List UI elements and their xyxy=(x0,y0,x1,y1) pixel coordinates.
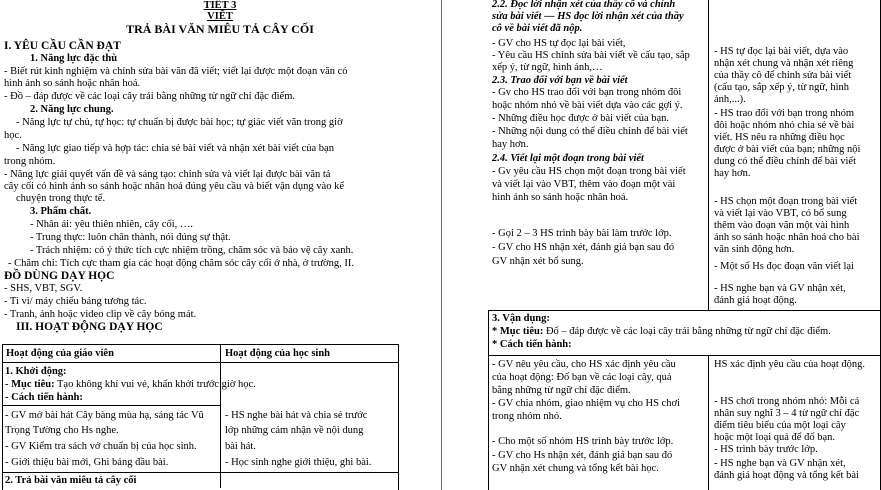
student-step: ảnh,...). xyxy=(714,94,746,105)
subsection-heading: 1. Năng lực đặc thù xyxy=(30,53,118,64)
table-divider xyxy=(488,355,881,356)
teacher-step: Trọng Tường cho Hs nghe. xyxy=(5,425,119,436)
text-line: - Ti vi/ máy chiếu bảng tương tác. xyxy=(4,296,147,307)
teacher-step: - Gọi 2 – 3 HS trình bày bài làm trước lớp. xyxy=(492,228,672,239)
teacher-step: GV nhận xét bổ sung. xyxy=(492,256,584,267)
student-step: ảnh so sánh hoặc nhân hoá cho bài xyxy=(714,232,860,243)
text-line: cây cối có hình ảnh so sánh hoặc nhân hoá đúng yêu cầu và biết vận dụng vào kể xyxy=(4,181,344,192)
student-step: - HS nghe bạn và GV nhận xét, xyxy=(714,283,846,294)
student-step: hay hơn. xyxy=(714,168,751,179)
activity-heading: 1. Khởi động: xyxy=(5,366,67,377)
table-header-teacher: Hoạt động của giáo viên xyxy=(6,348,114,359)
student-step: nhận xét chung và nhận xét riêng xyxy=(714,58,854,69)
subsection-heading: 2. Năng lực chung. xyxy=(30,104,114,115)
teacher-step: - GV nêu yêu cầu, cho HS xác định yêu cầu xyxy=(492,359,676,370)
student-step: viết. HS nêu ra những điều học xyxy=(714,132,845,143)
student-step: được ở bài viết của bạn; những nội xyxy=(714,144,861,155)
teacher-step: hoặc nhóm nhỏ về bài viết dựa vào các gợi ý. xyxy=(492,100,683,111)
objective-label: - Mục tiêu: xyxy=(5,379,55,390)
subsection-heading: 2.3. Trao đổi với bạn về bài viết xyxy=(492,75,628,86)
objective-text: Đố – đáp được về các loại cây trái bằng những từ ngữ chỉ đặc điểm. xyxy=(543,326,831,337)
table-divider xyxy=(708,355,709,490)
procedure-heading: * Cách tiến hành: xyxy=(492,339,572,350)
activity-heading: 2. Trả bài văn miêu tả cây cối xyxy=(5,475,137,486)
teacher-step: bằng những từ ngữ chỉ đặc điểm. xyxy=(492,385,631,396)
teacher-step: và viết lại vào VBT, thêm vào đoạn một vài xyxy=(492,179,676,190)
right-page xyxy=(441,0,881,490)
text-line: trong nhóm. xyxy=(4,156,56,167)
text-line: - Năng lực giao tiếp và hợp tác: chia sẻ bài viết và nhận xét bài viết của bạn xyxy=(16,143,334,154)
text-line: - Chăm chỉ: Tích cực tham gia các hoạt động chăm sóc cây cối ở nhà, ở trường, II. xyxy=(8,258,354,269)
student-step: - HS trình bày trước lớp. xyxy=(714,444,818,455)
procedure-heading: - Cách tiến hành: xyxy=(5,392,83,403)
student-step: hoặc một loại quả để đố bạn. xyxy=(714,432,836,443)
teacher-step: xếp ý, từ ngữ, hình ảnh,… xyxy=(492,62,603,73)
teacher-step: - Yêu cầu HS chỉnh sửa bài viết về cấu tạo, sắp xyxy=(492,50,690,61)
teacher-step: - GV cho HS tự đọc lại bài viết, xyxy=(492,38,626,49)
teacher-step: - Gv yêu cầu HS chọn một đoạn trong bài viết xyxy=(492,166,686,177)
table-divider xyxy=(2,472,398,473)
table-divider xyxy=(708,0,709,310)
lesson-number: TIẾT 3 xyxy=(203,0,237,11)
teacher-step: - GV chia nhóm, giao nhiệm vụ cho HS chơi xyxy=(492,398,680,409)
teacher-step: GV nhận xét chung và tổng kết bài học. xyxy=(492,463,659,474)
teacher-step: - Giới thiệu bài mới, Ghi bảng đầu bài. xyxy=(5,457,169,468)
objective-line xyxy=(5,379,256,391)
teacher-step: hình ảnh so sánh hoặc nhân hoá. xyxy=(492,192,629,203)
text-line: - Biết rút kinh nghiệm và chỉnh sửa bài văn đã viết; viết lại được một đoạn văn có xyxy=(4,66,348,77)
teacher-step: - Những nội dung có thể điều chỉnh để bài viết xyxy=(492,126,688,137)
teacher-step: trong nhóm nhỏ. xyxy=(492,411,562,422)
student-step: - HS chọn một đoạn trong bài viết xyxy=(714,196,858,207)
text-line: học. xyxy=(4,130,22,141)
text-line: - Năng lực giải quyết vấn đề và sáng tạo: chỉnh sửa và viết lại được bài văn tả xyxy=(4,169,331,180)
table-divider xyxy=(220,344,221,488)
student-step: HS xác định yêu cầu của hoạt động. xyxy=(714,359,866,370)
section-heading-3: III. HOẠT ĐỘNG DẠY HỌC xyxy=(16,321,163,333)
section-heading-1: I. YÊU CẦU CẦN ĐẠT xyxy=(4,40,121,52)
objective-text: Tạo không khí vui vẻ, khấn khởi trước giờ học. xyxy=(54,379,256,390)
student-step: và viết lại vào VBT, có bổ sung xyxy=(714,208,847,219)
student-step: dung có thể điều chỉnh để bài viết xyxy=(714,156,857,167)
student-step: của thầy cô để chỉnh sửa bài viết xyxy=(714,70,852,81)
subsection-heading: sửa bài viết — HS đọc lời nhận xét của thầy xyxy=(492,11,684,22)
teacher-step: hay hơn. xyxy=(492,139,529,150)
student-step: thêm vào đoạn văn một vài hình xyxy=(714,220,850,231)
student-step: - HS nghe bạn và GV nhận xét, xyxy=(714,458,846,469)
subsection-heading: 2.4. Viết lại một đoạn trong bài viết xyxy=(492,153,644,164)
student-step: - Một số Hs đọc đoạn văn viết lại xyxy=(714,261,854,272)
student-step: - HS tự đọc lại bài viết, dựa vào xyxy=(714,46,849,57)
left-page xyxy=(0,0,440,490)
student-step: văn sinh động hơn. xyxy=(714,244,795,255)
student-step: đôi hoặc nhóm nhỏ chia sẻ về bài xyxy=(714,120,855,131)
teacher-step: - Cho một số nhóm HS trình bày trước lớp. xyxy=(492,436,674,447)
teacher-step: - GV cho Hs nhận xét, đánh giá bạn sau đó xyxy=(492,450,673,461)
text-line: - Năng lực tự chủ, tự học: tự chuẩn bị được bài học; tự giác viết văn trong giờ xyxy=(16,117,343,128)
student-step: nhân suy nghĩ 3 – 4 từ ngữ chỉ đặc xyxy=(714,408,860,419)
student-step: điểm tiêu biểu của một loại cây xyxy=(714,420,846,431)
subsection-heading: 3. Phẩm chất. xyxy=(30,206,92,217)
student-step: - HS chơi trong nhóm nhỏ: Mỗi cá xyxy=(714,396,860,407)
text-line: - Tranh, ảnh hoặc video clip về cây bóng mát. xyxy=(4,309,197,320)
text-line: chuyện trong thực tế. xyxy=(16,193,106,204)
text-line: hình ảnh so sánh hoặc nhân hoá. xyxy=(4,78,141,89)
teacher-step: - GV cho HS nhận xét, đánh giá bạn sau đó xyxy=(492,242,675,253)
student-step: bài hát. xyxy=(225,441,256,452)
text-line: - Trách nhiệm: có ý thức tích cực nhiệm trồng, chăm sóc và bảo vệ cây xanh. xyxy=(30,245,354,256)
teacher-step: của hoạt động: Đố bạn về các loại cây, quả xyxy=(492,372,672,383)
activity-heading: 3. Vận dụng: xyxy=(492,313,550,324)
section-heading-2: ĐỒ DÙNG DẠY HỌC xyxy=(4,270,115,282)
teacher-step: - GV Kiểm tra sách vở chuẩn bị của học sinh. xyxy=(5,441,197,452)
text-line: - Nhân ái: yêu thiên nhiên, cây cối, …. xyxy=(30,219,193,230)
student-step: đánh giá hoạt động. xyxy=(714,295,797,306)
teacher-step: - Gv cho HS trao đổi với bạn trong nhóm đôi xyxy=(492,87,682,98)
text-line: - SHS, VBT, SGV. xyxy=(4,283,83,294)
objective-label: * Mục tiêu: xyxy=(492,326,544,337)
page-title: TRẢ BÀI VĂN MIÊU TẢ CÂY CỐI xyxy=(126,22,314,36)
text-line: - Trung thực: luôn chân thành, nói đúng sự thật. xyxy=(30,232,231,243)
student-step: lớp những cảm nhận về nội dung xyxy=(225,425,364,436)
objective-line xyxy=(492,326,831,338)
subsection-heading: cô về bài viết đã nộp. xyxy=(492,23,583,34)
student-step: đánh giá hoạt động và tổng kết bài xyxy=(714,470,859,481)
table-border xyxy=(488,310,489,490)
student-step: - Học sinh nghe giới thiệu, ghi bài. xyxy=(225,457,372,468)
table-divider xyxy=(488,310,881,311)
subject-title: VIẾT xyxy=(207,11,233,22)
student-step: (cấu tạo, sắp xếp ý, từ ngữ, hình xyxy=(714,82,850,93)
student-step: - HS nghe bài hát và chia sẻ trước xyxy=(225,410,368,421)
teacher-step: - Những điều học được ở bài viết của bạn. xyxy=(492,113,670,124)
student-step: - HS trao đổi với bạn trong nhóm xyxy=(714,108,854,119)
table-divider xyxy=(2,405,221,406)
text-line: - Đồ – đáp được về các loại cây trái bằng những từ ngữ chỉ đặc điểm. xyxy=(4,91,296,102)
table-header-student: Hoạt động của học sinh xyxy=(225,348,331,359)
table-divider xyxy=(2,362,398,363)
teacher-step: - GV mở bài hát Cây bàng mùa hạ, sáng tác Vũ xyxy=(5,410,204,421)
subsection-heading: 2.2. Đọc lời nhận xét của thầy cô và chỉnh xyxy=(492,0,676,10)
